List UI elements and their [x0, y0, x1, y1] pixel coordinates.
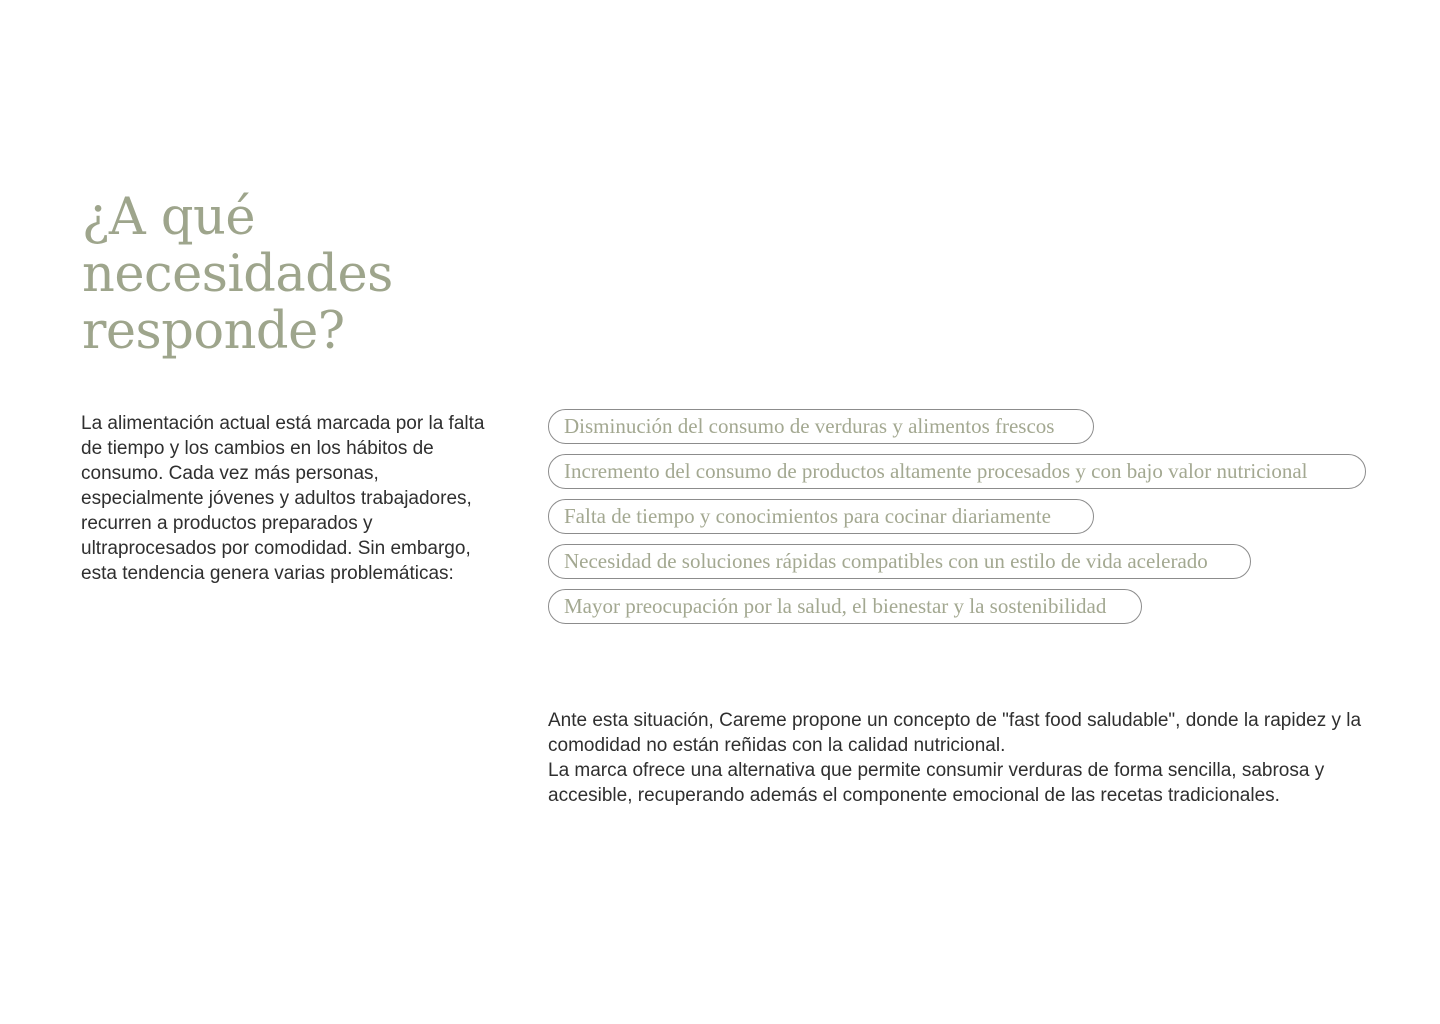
problem-pill: Mayor preocupación por la salud, el bienestar y la sostenibilidad [548, 589, 1142, 624]
conclusion-paragraph [548, 708, 1388, 808]
conclusion-sentence-1: Ante esta situación, Careme propone un concepto de "fast food saludable", donde la rapidez y la comodidad no están reñidas con la calidad nutricional. [548, 710, 1362, 756]
page-title-line-2: necesidades [82, 245, 393, 304]
page-title-line-1: ¿A qué [82, 188, 256, 247]
problem-pill: Necesidad de soluciones rápidas compatibles con un estilo de vida acelerado [548, 544, 1251, 579]
page-title-line-3: responde? [82, 302, 345, 361]
conclusion-sentence-2: La marca ofrece una alternativa que permite consumir verduras de forma sencilla, sabrosa y accesible, recuperando además el componente emocional de las recetas tradicionales. [548, 760, 1325, 806]
problems-list [548, 409, 1408, 634]
problem-pill: Incremento del consumo de productos altamente procesados y con bajo valor nutricional [548, 454, 1366, 489]
problem-pill: Falta de tiempo y conocimientos para cocinar diariamente [548, 499, 1094, 534]
page-title [82, 189, 393, 360]
intro-paragraph: La alimentación actual está marcada por la falta de tiempo y los cambios en los hábitos de consumo. Cada vez más personas, especialmente jóvenes y adultos trabajadores, recurren a productos preparados y ultraprocesados por comodidad. Sin embargo, esta tendencia genera varias problemáticas: [81, 413, 485, 584]
problem-pill: Disminución del consumo de verduras y alimentos frescos [548, 409, 1094, 444]
